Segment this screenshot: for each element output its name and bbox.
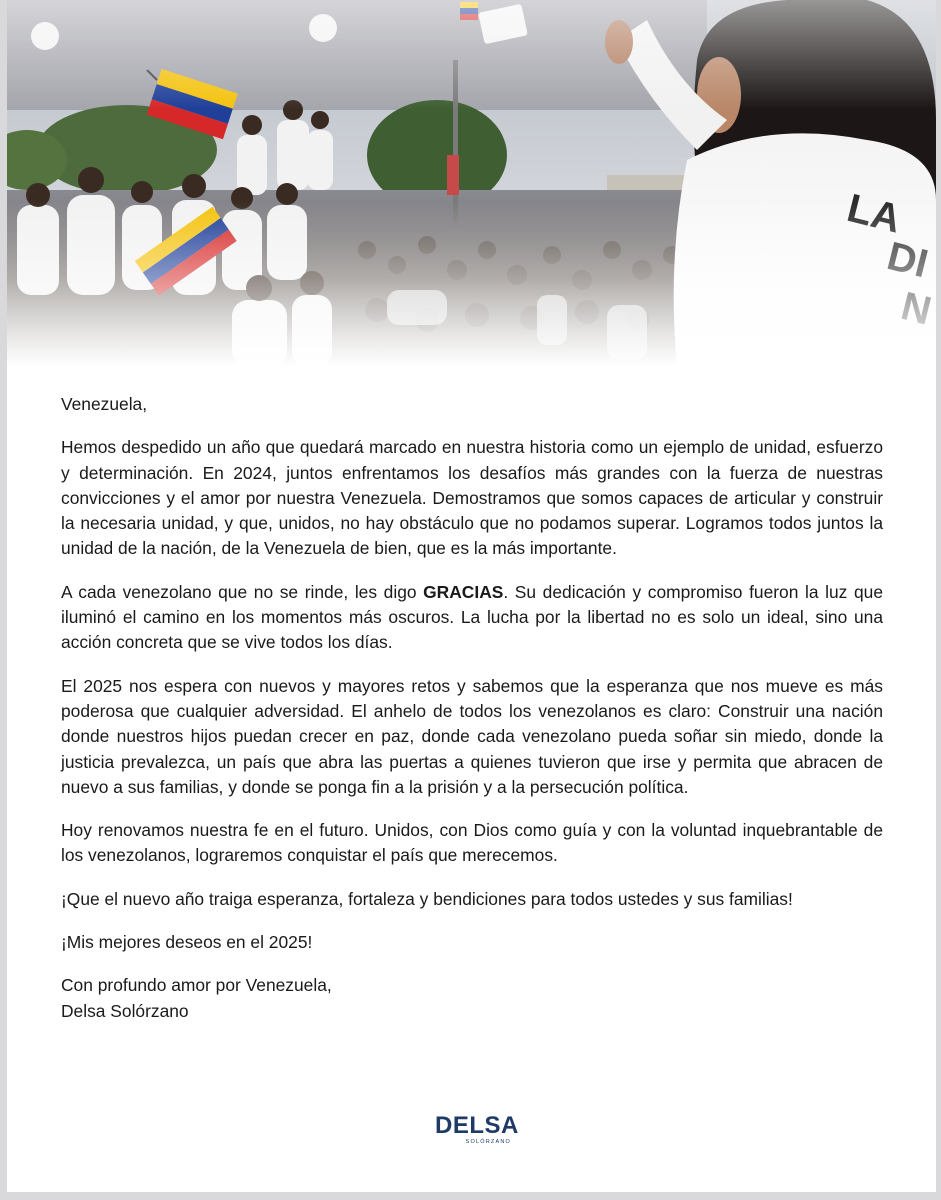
- paragraph-6: ¡Mis mejores deseos en el 2025!: [61, 932, 313, 953]
- paragraph-5: ¡Que el nuevo año traiga esperanza, fortaleza y bendiciones para todos ustedes y sus familias!: [61, 888, 793, 909]
- signature: Delsa Solórzano: [61, 1000, 189, 1021]
- closing-line: Con profundo amor por Venezuela,: [61, 975, 332, 996]
- paragraph-1: Hemos despedido un año que quedará marcado en nuestra historia como un ejemplo de unidad, esfuerzo y determinación. En 2024, juntos enfrentamos los desafíos más grandes con la fuerza de nuestras convicciones y el amor por nuestra Venezuela. Demostramos que somos capaces de articular y construir la necesaria unidad, y que, unidos, no hay obstáculo que no podamos superar. Logramos todos juntos la unidad de la nación, de la Venezuela de bien, que es la más importante.: [61, 437, 883, 559]
- letter-page: [7, 0, 936, 1192]
- logo-subtitle: SOLÓRZANO: [465, 1139, 511, 1145]
- greeting: Venezuela,: [61, 394, 148, 414]
- delsa-logo: [435, 1112, 519, 1146]
- logo-word: DELSA: [435, 1112, 519, 1139]
- paragraph-2-text-b: . Su dedicación y compromiso fueron la luz que iluminó el camino en los momentos más oscuros. La lucha por la libertad no es solo un ideal, sino una acción concreta que se vive todos los días.: [61, 581, 883, 653]
- header-photo: [7, 0, 936, 366]
- paragraph-3: El 2025 nos espera con nuevos y mayores retos y sabemos que la esperanza que nos mueve es más poderosa que cualquier adversidad. El anhelo de todos los venezolanos es claro: Construir una nación donde nuestros hijos puedan crecer en paz, donde cada venezolano pueda soñar sin miedo, donde la justicia prevalezca, un país que abra las puertas a quienes tuvieron que irse y permita que abracen de nuevo a sus familias, y donde se ponga fin a la prisión y a la persecución política.: [61, 675, 883, 797]
- paragraph-2: [61, 580, 883, 656]
- paragraph-4: Hoy renovamos nuestra fe en el futuro. Unidos, con Dios como guía y con la voluntad inquebrantable de los venezolanos, lograremos conquistar el país que merecemos.: [61, 820, 883, 866]
- letter-body: [61, 392, 883, 1024]
- paragraph-2-text-a: A cada venezolano que no se rinde, les digo: [61, 581, 424, 602]
- gracias-bold: GRACIAS: [423, 581, 504, 602]
